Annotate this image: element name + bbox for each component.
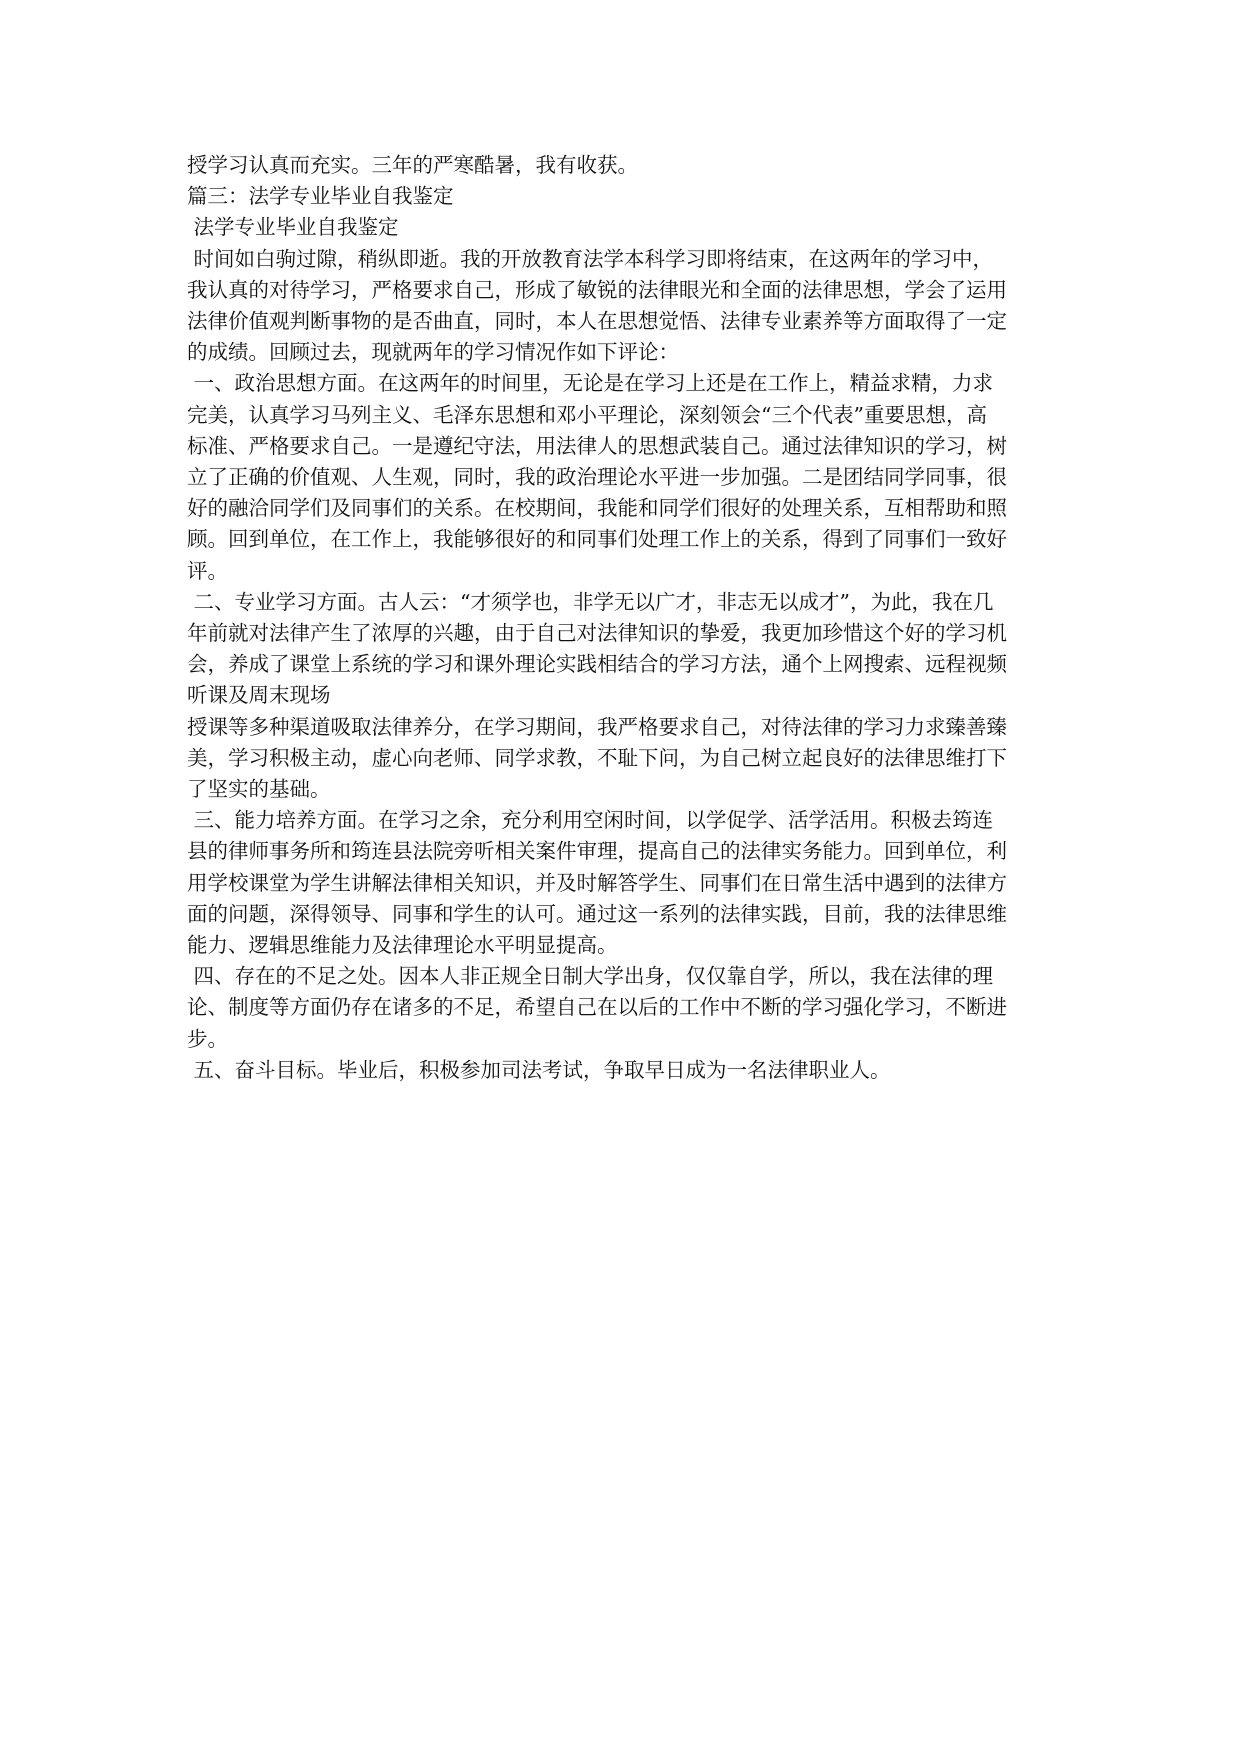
text-line: 能力、逻辑思维能力及法律理论水平明显提高。 xyxy=(187,933,618,958)
section-heading: 篇三：法学专业毕业自我鉴定 xyxy=(187,184,454,209)
text-line: 授课等多种渠道吸取法律养分，在学习期间，我严格要求自己，对待法律的学习力求臻善臻 xyxy=(187,714,1007,739)
text-line: 立了正确的价值观、人生观，同时，我的政治理论水平进一步加强。二是团结同学同事，很 xyxy=(187,465,1007,490)
text-line: 论、制度等方面仍存在诸多的不足，希望自己在以后的工作中不断的学习强化学习，不断进 xyxy=(187,995,1007,1020)
text-line: 面的问题，深得领导、同事和学生的认可。通过这一系列的法律实践，目前，我的法律思维 xyxy=(187,901,1007,926)
document-body xyxy=(187,150,1067,1086)
text-line: 标准、严格要求自己。一是遵纪守法，用法律人的思想武装自己。通过法律知识的学习，树 xyxy=(187,433,1007,458)
text-line: 县的律师事务所和筠连县法院旁听相关案件审理，提高自己的法律实务能力。回到单位，利 xyxy=(187,839,1007,864)
text-line: 授学习认真而充实。三年的严寒酷暑，我有收获。 xyxy=(187,153,638,177)
text-line: 顾。回到单位，在工作上，我能够很好的和同事们处理工作上的关系，得到了同事们一致好 xyxy=(187,527,1007,552)
text-line: 了坚实的基础。 xyxy=(187,777,331,802)
text-line: 五、奋斗目标。毕业后，积极参加司法考试，争取早日成为一名法律职业人。 xyxy=(187,1057,891,1082)
text-line: 一、政治思想方面。在这两年的时间里，无论是在学习上还是在工作上，精益求精，力求 xyxy=(187,371,994,396)
text-line: 的成绩。回顾过去，现就两年的学习情况作如下评论： xyxy=(187,340,679,365)
text-line: 法律价值观判断事物的是否曲直，同时，本人在思想觉悟、法律专业素养等方面取得了一定 xyxy=(187,309,1007,334)
text-line: 用学校课堂为学生讲解法律相关知识，并及时解答学生、同事们在日常生活中遇到的法律方 xyxy=(187,870,1007,895)
text-line: 美，学习积极主动，虚心向老师、同学求教，不耻下问，为自己树立起良好的法律思维打下 xyxy=(187,745,1007,770)
text-line: 四、存在的不足之处。因本人非正规全日制大学出身，仅仅靠自学，所以，我在法律的理 xyxy=(187,964,994,989)
text-line: 年前就对法律产生了浓厚的兴趣，由于自己对法律知识的挚爱，我更加珍惜这个好的学习机 xyxy=(187,621,1007,646)
text-line: 评。 xyxy=(187,558,228,583)
text-line: 我认真的对待学习，严格要求自己，形成了敏锐的法律眼光和全面的法律思想，学会了运用 xyxy=(187,277,1007,302)
text-line: 二、专业学习方面。古人云：“才须学也，非学无以广才，非志无以成才”，为此，我在几 xyxy=(187,589,994,614)
text-line: 会，养成了课堂上系统的学习和课外理论实践相结合的学习方法，通个上网搜索、远程视频 xyxy=(187,652,1007,677)
text-line: 三、能力培养方面。在学习之余，充分利用空闲时间，以学促学、活学活用。积极去筠连 xyxy=(187,808,994,833)
document-title: 法学专业毕业自我鉴定 xyxy=(187,215,399,240)
text-line: 好的融洽同学们及同事们的关系。在校期间，我能和同学们很好的处理关系，互相帮助和照 xyxy=(187,496,1007,521)
text-line: 步。 xyxy=(187,1026,228,1051)
text-line: 完美，认真学习马列主义、毛泽东思想和邓小平理论，深刻领会“三个代表”重要思想，高 xyxy=(187,402,987,427)
text-line: 时间如白驹过隙，稍纵即逝。我的开放教育法学本科学习即将结束，在这两年的学习中， xyxy=(187,246,994,271)
text-line: 听课及周末现场 xyxy=(187,683,331,708)
